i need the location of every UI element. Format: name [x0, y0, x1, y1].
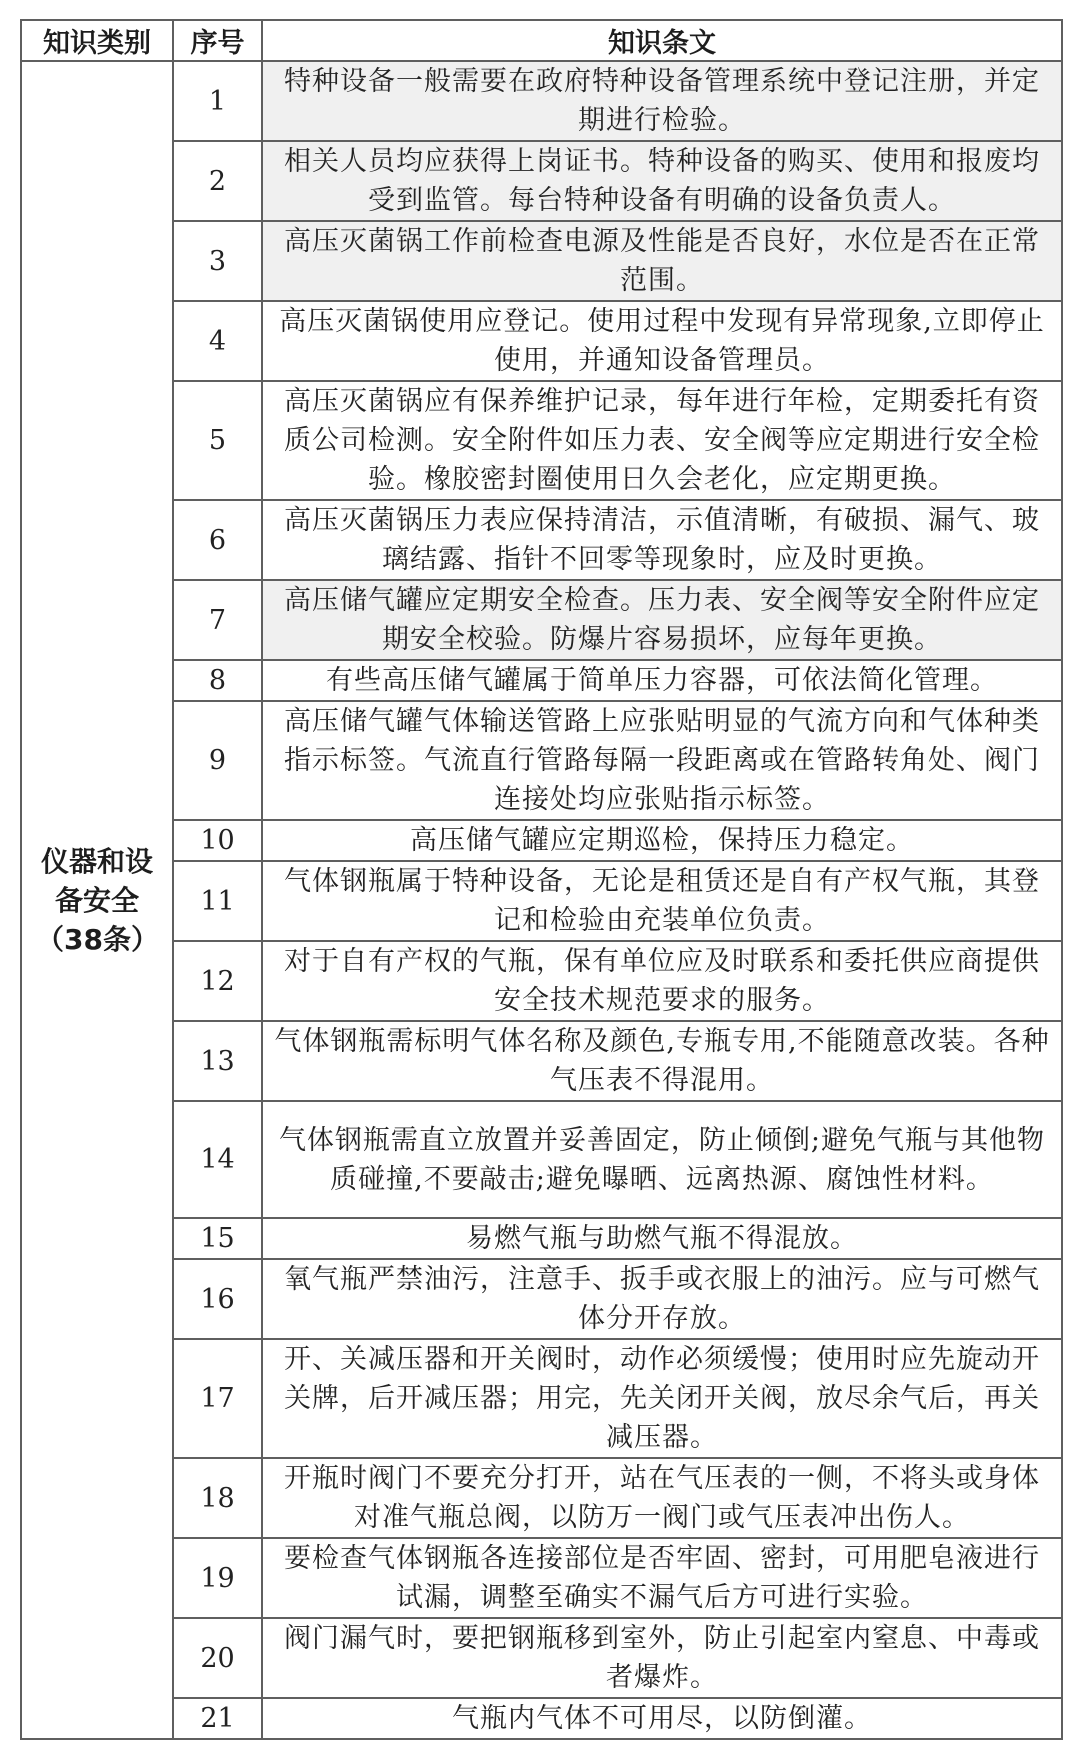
row-text: 要检查气体钢瓶各连接部位是否牢固、密封，可用肥皂液进行试漏，调整至确实不漏气后方可进行实验。 [262, 1538, 1062, 1618]
row-number: 9 [173, 701, 262, 820]
row-number: 10 [173, 820, 262, 861]
row-number: 7 [173, 580, 262, 660]
row-text: 阀门漏气时，要把钢瓶移到室外，防止引起室内窒息、中毒或者爆炸。 [262, 1618, 1062, 1698]
row-text: 特种设备一般需要在政府特种设备管理系统中登记注册，并定期进行检验。 [262, 61, 1062, 141]
row-number: 17 [173, 1339, 262, 1458]
table-row [21, 61, 1062, 141]
table-row [21, 660, 1062, 701]
row-text: 氧气瓶严禁油污，注意手、扳手或衣服上的油污。应与可燃气体分开存放。 [262, 1259, 1062, 1339]
row-text: 对于自有产权的气瓶，保有单位应及时联系和委托供应商提供安全技术规范要求的服务。 [262, 941, 1062, 1021]
row-text: 高压储气罐应定期安全检查。压力表、安全阀等安全附件应定期安全校验。防爆片容易损坏，应每年更换。 [262, 580, 1062, 660]
knowledge-table [20, 19, 1063, 1740]
row-number: 5 [173, 381, 262, 500]
row-number: 20 [173, 1618, 262, 1698]
table-row [21, 1021, 1062, 1101]
row-text: 高压灭菌锅工作前检查电源及性能是否良好，水位是否在正常范围。 [262, 221, 1062, 301]
row-text: 气瓶内气体不可用尽，以防倒灌。 [262, 1698, 1062, 1739]
table-row [21, 820, 1062, 861]
table-row [21, 941, 1062, 1021]
row-text: 有些高压储气罐属于简单压力容器，可依法简化管理。 [262, 660, 1062, 701]
row-text: 相关人员均应获得上岗证书。特种设备的购买、使用和报废均受到监管。每台特种设备有明确的设备负责人。 [262, 141, 1062, 221]
table-row [21, 861, 1062, 941]
row-text: 开、关减压器和开关阀时，动作必须缓慢；使用时应先旋动开关牌，后开减压器；用完，先关闭开关阀，放尽余气后，再关减压器。 [262, 1339, 1062, 1458]
row-number: 18 [173, 1458, 262, 1538]
knowledge-table-sheet [20, 19, 1061, 1740]
header-number: 序号 [173, 20, 262, 61]
table-row [21, 381, 1062, 500]
row-text: 易燃气瓶与助燃气瓶不得混放。 [262, 1218, 1062, 1259]
category-cell: 仪器和设备安全（38条） [21, 61, 173, 1739]
row-text: 高压灭菌锅应有保养维护记录，每年进行年检，定期委托有资质公司检测。安全附件如压力表、安全阀等应定期进行安全检验。橡胶密封圈使用日久会老化，应定期更换。 [262, 381, 1062, 500]
row-number: 11 [173, 861, 262, 941]
row-number: 15 [173, 1218, 262, 1259]
row-number: 6 [173, 500, 262, 580]
row-text: 开瓶时阀门不要充分打开，站在气压表的一侧，不将头或身体对准气瓶总阀，以防万一阀门或气压表冲出伤人。 [262, 1458, 1062, 1538]
table-row [21, 1698, 1062, 1739]
row-text: 气体钢瓶需标明气体名称及颜色,专瓶专用,不能随意改装。各种气压表不得混用。 [262, 1021, 1062, 1101]
row-number: 2 [173, 141, 262, 221]
table-row [21, 301, 1062, 381]
table-row [21, 1458, 1062, 1538]
row-number: 12 [173, 941, 262, 1021]
table-row [21, 1259, 1062, 1339]
row-text: 高压灭菌锅压力表应保持清洁，示值清晰，有破损、漏气、玻璃结露、指针不回零等现象时，应及时更换。 [262, 500, 1062, 580]
row-number: 4 [173, 301, 262, 381]
table-row [21, 1339, 1062, 1458]
row-number: 16 [173, 1259, 262, 1339]
table-row [21, 701, 1062, 820]
row-number: 19 [173, 1538, 262, 1618]
row-number: 1 [173, 61, 262, 141]
table-header-row [21, 20, 1062, 61]
row-text: 高压灭菌锅使用应登记。使用过程中发现有异常现象,立即停止使用，并通知设备管理员。 [262, 301, 1062, 381]
table-row [21, 1538, 1062, 1618]
row-number: 14 [173, 1101, 262, 1218]
row-number: 21 [173, 1698, 262, 1739]
row-text: 气体钢瓶属于特种设备，无论是租赁还是自有产权气瓶，其登记和检验由充装单位负责。 [262, 861, 1062, 941]
row-text: 气体钢瓶需直立放置并妥善固定，防止倾倒;避免气瓶与其他物质碰撞,不要敲击;避免曝晒、远离热源、腐蚀性材料。 [262, 1101, 1062, 1218]
table-row [21, 580, 1062, 660]
row-text: 高压储气罐气体输送管路上应张贴明显的气流方向和气体种类指示标签。气流直行管路每隔一段距离或在管路转角处、阀门连接处均应张贴指示标签。 [262, 701, 1062, 820]
row-text: 高压储气罐应定期巡检，保持压力稳定。 [262, 820, 1062, 861]
row-number: 13 [173, 1021, 262, 1101]
table-row [21, 221, 1062, 301]
table-row [21, 141, 1062, 221]
table-row [21, 500, 1062, 580]
row-number: 3 [173, 221, 262, 301]
table-row [21, 1218, 1062, 1259]
header-category: 知识类别 [21, 20, 173, 61]
table-row [21, 1618, 1062, 1698]
table-row [21, 1101, 1062, 1218]
header-text: 知识条文 [262, 20, 1062, 61]
row-number: 8 [173, 660, 262, 701]
